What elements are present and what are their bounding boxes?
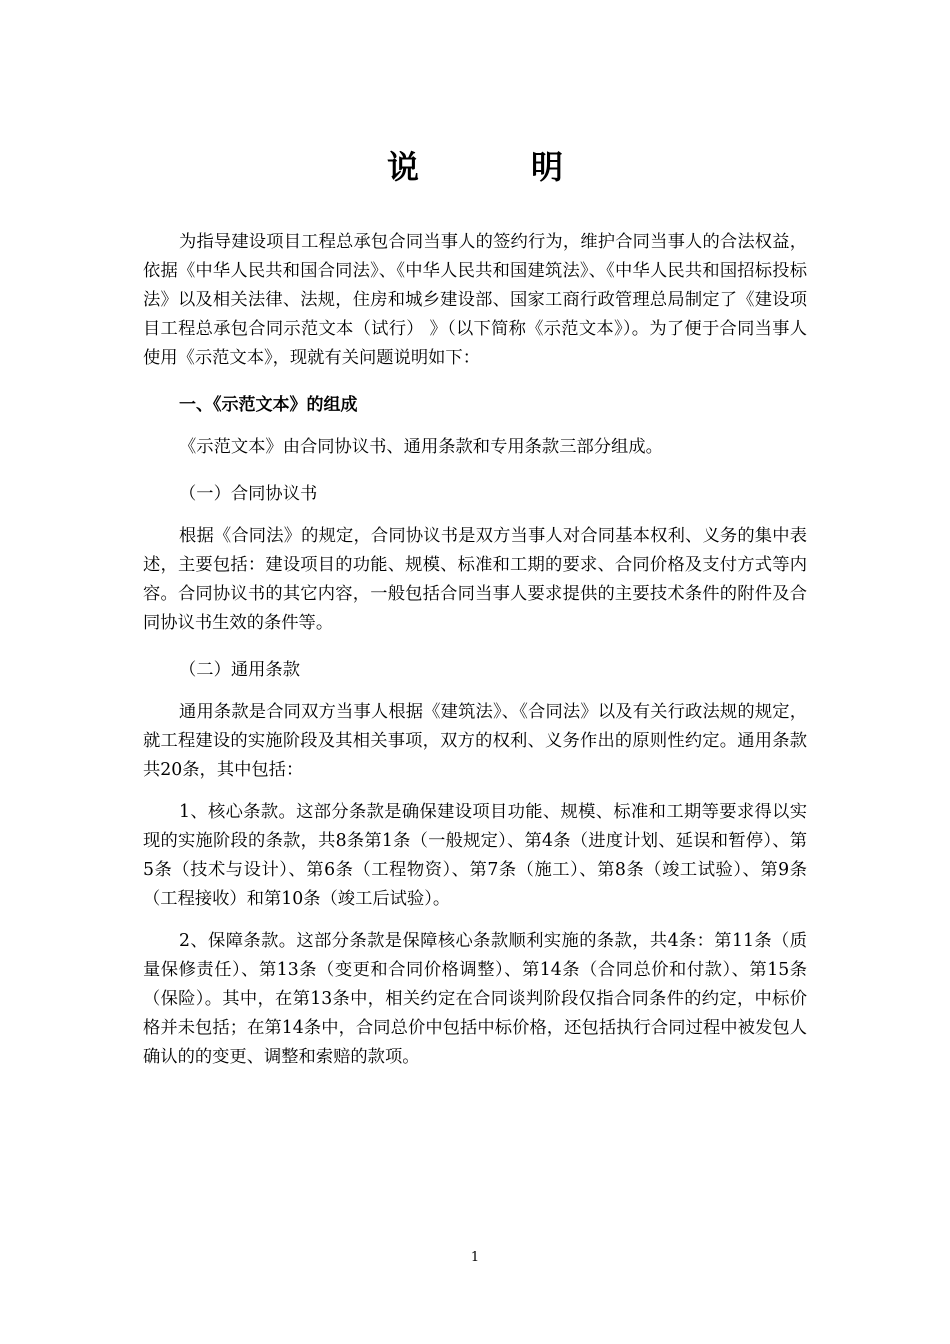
section-heading-composition: 一、《示范文本》的组成 xyxy=(179,395,358,415)
general-terms-paragraph: 通用条款是合同双方当事人根据《建筑法》、《合同法》以及有关行政法规的规定，就工程建设的实施阶段及其相关事项，双方的权利、义务作出的原则性约定。通用条款共20条，其中包括： xyxy=(143,702,807,780)
section-composition-paragraph: 《示范文本》由合同协议书、通用条款和专用条款三部分组成。 xyxy=(179,437,663,457)
agreement-paragraph: 根据《合同法》的规定，合同协议书是双方当事人对合同基本权利、义务的集中表述，主要包括：建设项目的功能、规模、标准和工期的要求、合同价格及支付方式等内容。合同协议书的其它内容，一般包括合同当事人要求提供的主要技术条件的附件及合同协议书生效的条件等。 xyxy=(143,526,807,633)
core-terms-paragraph: 1、核心条款。这部分条款是确保建设项目功能、规模、标准和工期等要求得以实现的实施阶段的条款，共8条第1条（一般规定）、第4条（进度计划、延误和暂停）、第5条（技术与设计）、第6条（工程物资）、第7条（施工）、第8条（竣工试验）、第9条（工程接收）和第10条（竣工后试验）。 xyxy=(143,802,807,909)
document-body xyxy=(143,228,807,1072)
page-title: 说 明 xyxy=(386,148,603,186)
page-number: 1 xyxy=(470,1250,480,1265)
intro-paragraph: 为指导建设项目工程总承包合同当事人的签约行为，维护合同当事人的合法权益，依据《中华人民共和国合同法》、《中华人民共和国建筑法》、《中华人民共和国招标投标法》以及相关法律、法规，住房和城乡建设部、国家工商行政管理总局制定了《建设项目工程总承包合同示范文本（试行） 》（以下简称《示范文本》）。为了便于合同当事人使用《示范文本》，现就有关问题说明如下： xyxy=(143,232,807,368)
subheading-agreement: （一）合同协议书 xyxy=(179,484,318,504)
subheading-general-terms: （二）通用条款 xyxy=(179,660,300,680)
guarantee-terms-paragraph: 2、保障条款。这部分条款是保障核心条款顺利实施的条款，共4条：第11条（质量保修责任）、第13条（变更和合同价格调整）、第14条（合同总价和付款）、第15条（保险）。其中，在第13条中，相关约定在合同谈判阶段仅指合同条件的约定，中标价格并未包括；在第14条中，合同总价中包括中标价格，还包括执行合同过程中被发包人确认的的变更、调整和索赔的款项。 xyxy=(143,931,807,1067)
